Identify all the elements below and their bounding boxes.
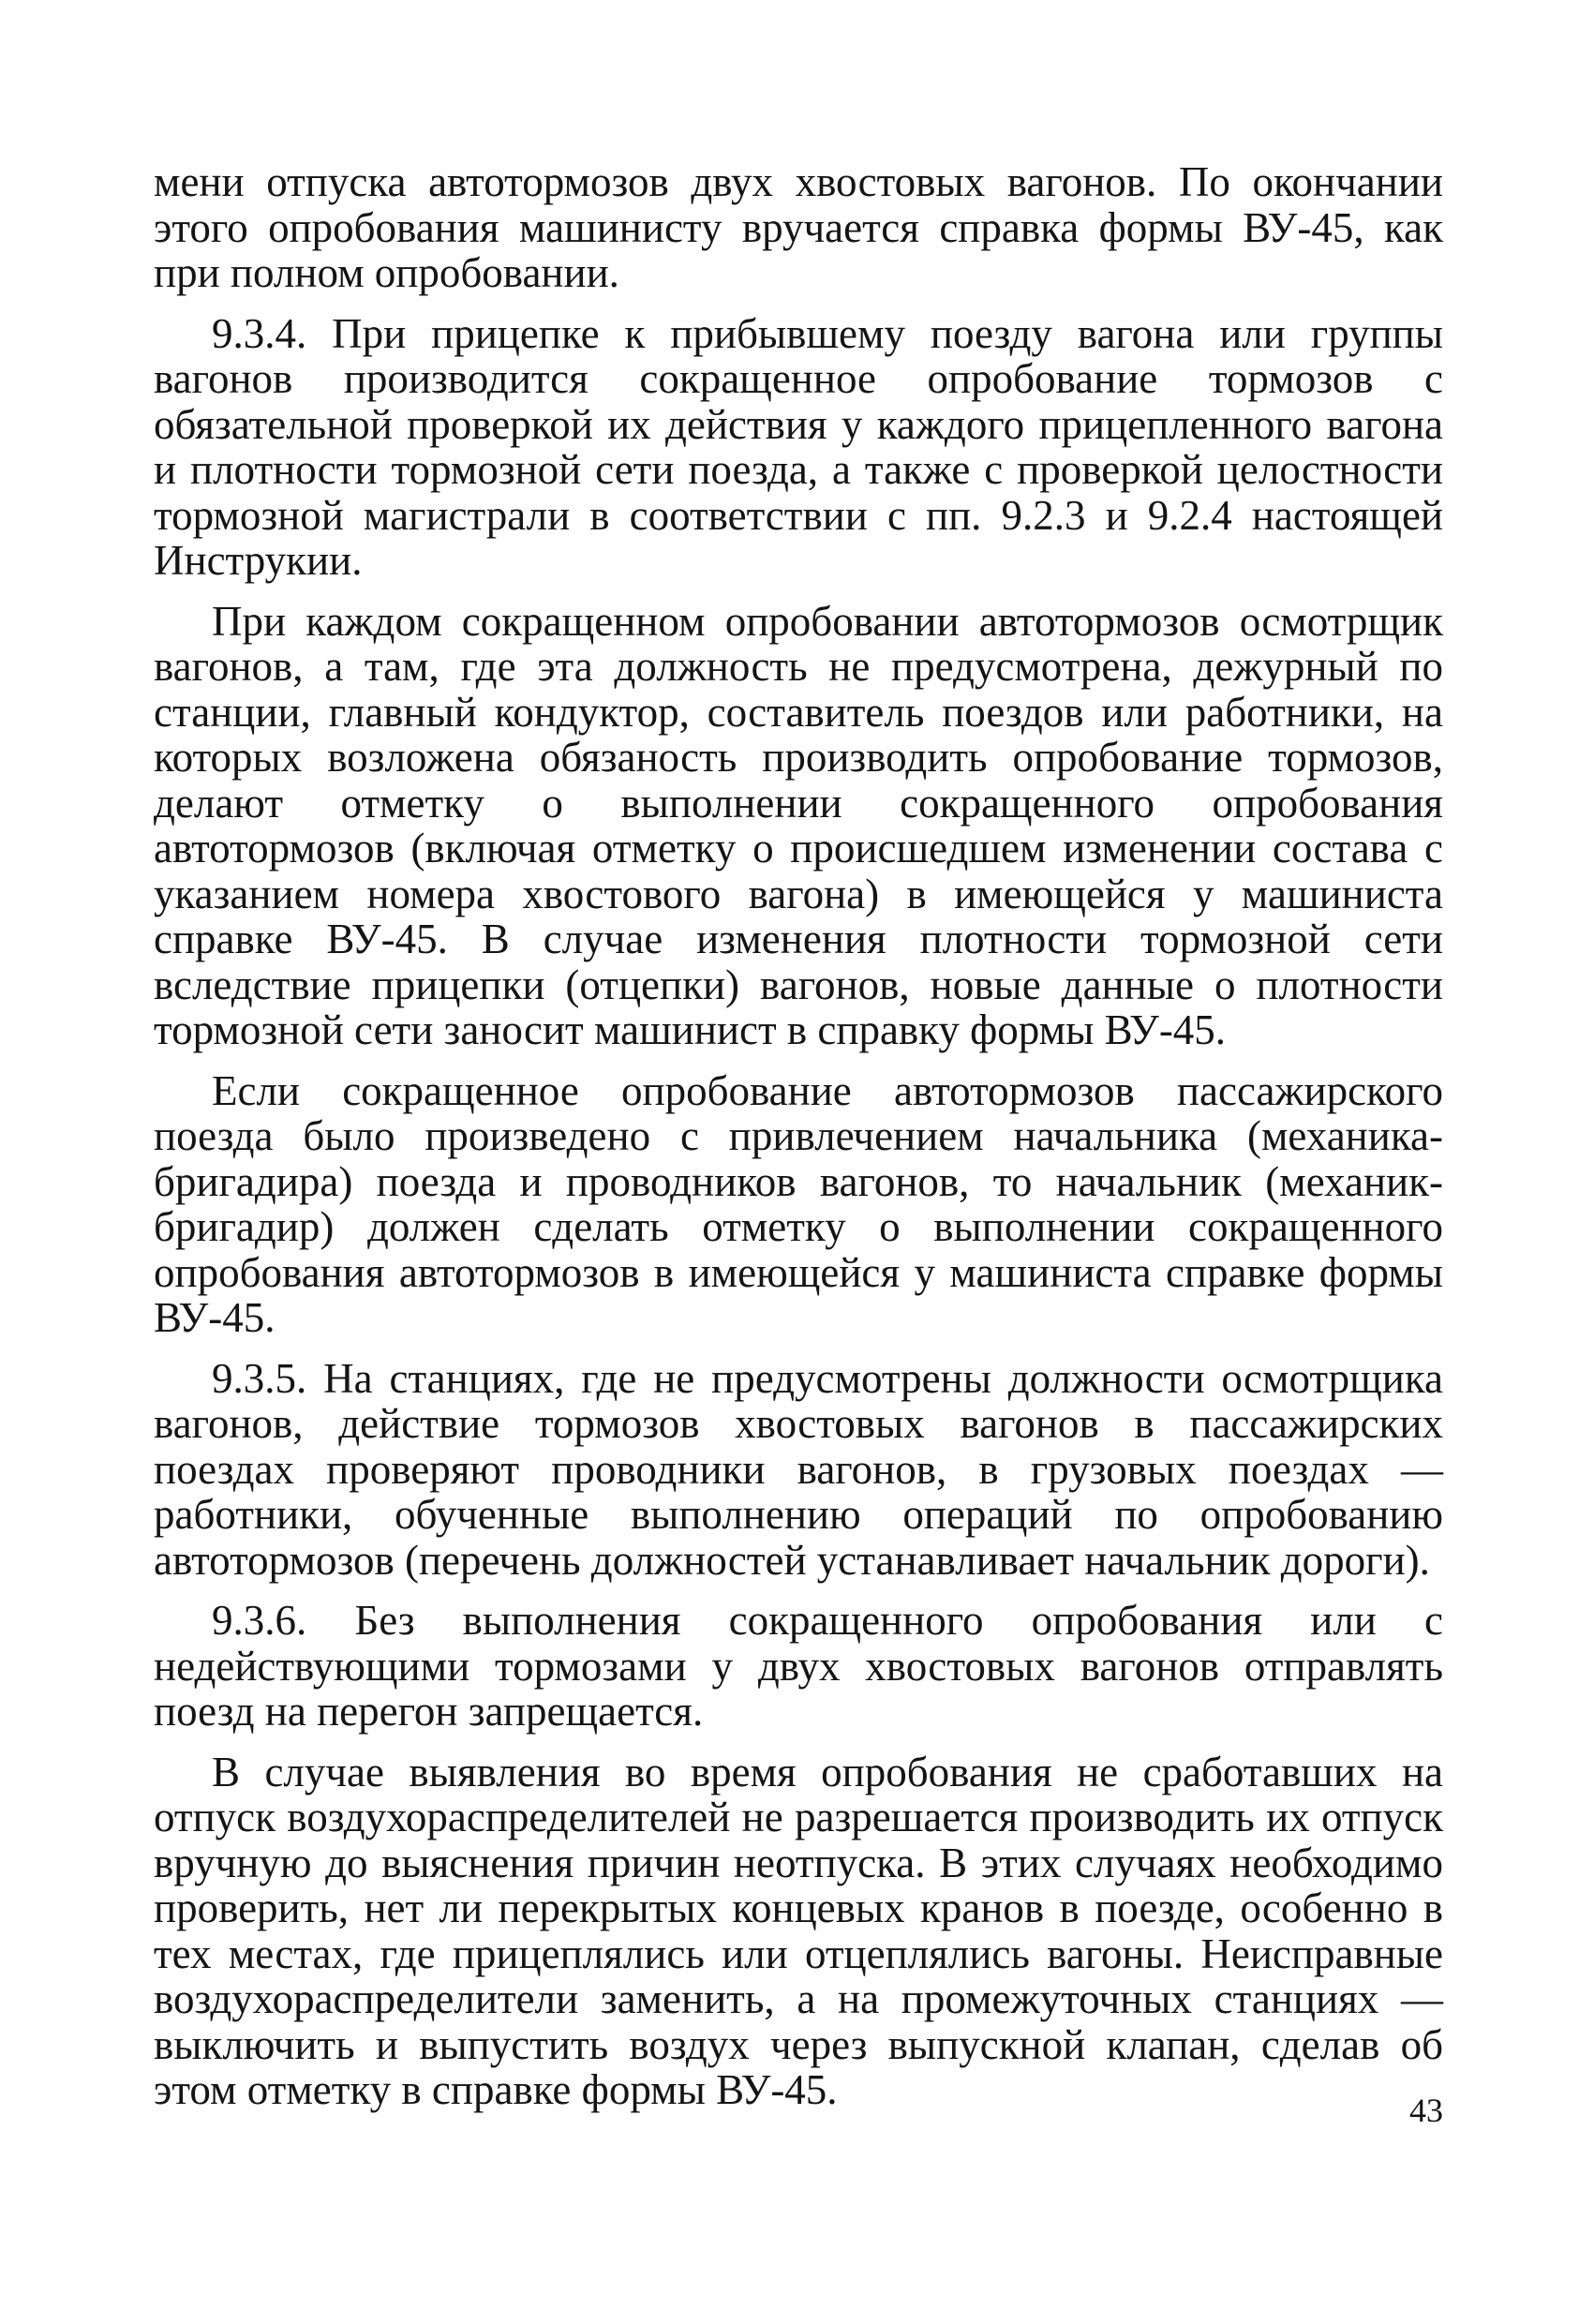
paragraph-air-distributors: В случае выявления во время опробования не сработавших на отпуск воздухораспределителей не разрешается производить их отпуск вручную до выяснения причин неотпуска. В этих случаях необходимо проверить, нет ли перекрытых концевых кранов в поезде, особенно в тех местах, где прицеплялись или отцеплялись вагоны. Неисправные воздухораспределители заменить, а на промежуточных станциях — выключить и выпустить воздух через выпускной клапан, сделав об этом отметку в справке формы ВУ-45. — [154, 1748, 1443, 2113]
paragraph-9-3-5: 9.3.5. На станциях, где не предусмотрены должности осмотрщика вагонов, действие тормозов хвостовых вагонов в пассажирских поездах проверяют проводники вагонов, в грузовых поездах — работники, обученные выполнению операций по опробованию автотормозов (перечень должностей устанавливает начальник дороги). — [154, 1354, 1443, 1584]
page-number: 43 — [1409, 2092, 1443, 2129]
paragraph-continuation: мени отпуска автотормозов двух хвостовых вагонов. По окончании этого опробования машинисту вручается справка формы ВУ-45, как при полном опробовании. — [154, 158, 1443, 296]
paragraph-short-test-mark: При каждом сокращенном опробовании автотормозов осмотрщик вагонов, а там, где эта должность не предусмотрена, дежурный по станции, главный кондуктор, составитель поездов или работники, на которых возложена обязаность производить опробование тормозов, делают отметку о выполнении сокращенного опробования автотормозов (включая отметку о происшедшем изменении состава с указанием номера хвостового вагона) в имеющейся у машиниста справке ВУ-45. В случае изменения плотности тормозной сети вследствие прицепки (отцепки) вагонов, новые данные о плотности тормозной сети заносит машинист в справку формы ВУ-45. — [154, 597, 1443, 1053]
paragraph-9-3-4: 9.3.4. При прицепке к прибывшему поезду вагона или группы вагонов производится сокращенное опробование тормозов с обязательной проверкой их действия у каждого прицепленного вагона и плотности тормозной сети поезда, а также с проверкой целостности тормозной магистрали в соответствии с пп. 9.2.3 и 9.2.4 настоящей Инструкии. — [154, 309, 1443, 584]
paragraph-9-3-6: 9.3.6. Без выполнения сокращенного опробования или с недействующими тормозами у двух хвостовых вагонов отправлять поезд на перегон запрещается. — [154, 1597, 1443, 1735]
document-page — [154, 159, 1443, 2128]
paragraph-passenger-train: Если сокращенное опробование автотормозов пассажирского поезда было произведено с привлечением начальника (механика-бригадира) поезда и проводников вагонов, то начальник (механик-бригадир) должен сделать отметку о выполнении сокращенного опробования автотормозов в имеющейся у машиниста справке формы ВУ-45. — [154, 1066, 1443, 1341]
